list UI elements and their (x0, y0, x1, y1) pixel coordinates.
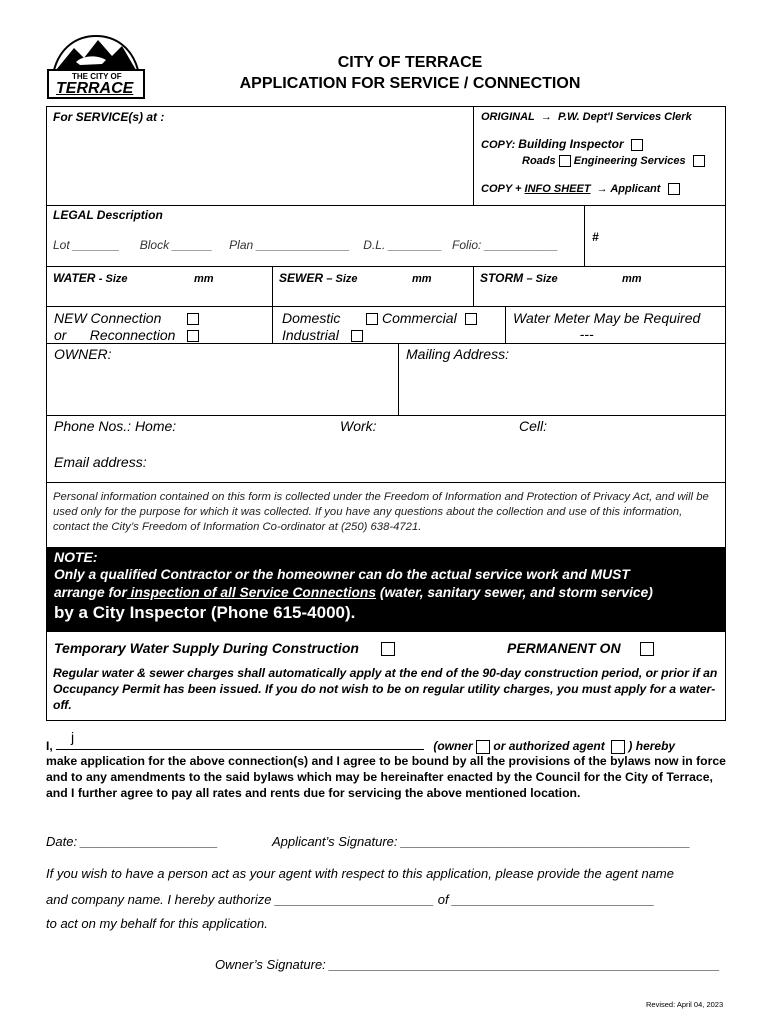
regular-charges-text: Regular water & sewer charges shall automatically apply at the end of the 90-day construction period, or prior if an Occupancy Permit has been issued. If you do not wish to be on regular utility charges, you must apply for a water-off. (53, 666, 718, 712)
note-line-2: arrange for inspection of all Service Connections (water, sanitary sewer, and storm service) (54, 585, 653, 600)
note-banner (46, 547, 726, 632)
arrow-right-icon: → (596, 183, 608, 195)
owner-section (46, 343, 726, 416)
note-line-3: by a City Inspector (Phone 615-4000). (54, 603, 356, 622)
privacy-text: Personal information contained on this form is collected under the Freedom of Information and Protection of Privacy Act, and will be used only for the purpose for which it was collected. If you have any questions about the collection and use of this information, contact the City’s Freedom of Information Co-ordinator at (250) 638-4721. (53, 491, 709, 533)
service-label: For SERVICE(s) at : (53, 110, 165, 124)
title-line-1: CITY OF TERRACE (337, 54, 483, 71)
temporary-water: Temporary Water Supply During Construction (54, 640, 395, 656)
engineering-checkbox[interactable] (693, 155, 705, 167)
agent-text-3: to act on my behalf for this application. (46, 916, 268, 931)
agreement-line: I, j (owner or authorized agent ) hereby (46, 729, 676, 753)
reconnection: or Reconnection (54, 327, 199, 343)
copy-building: COPY: Building Inspector (481, 137, 643, 151)
applicant-checkbox[interactable] (668, 183, 680, 195)
note-title: NOTE: (54, 549, 98, 565)
industrial-checkbox[interactable] (351, 330, 363, 342)
roads-checkbox[interactable] (559, 155, 571, 167)
water-mm: mm (194, 273, 214, 285)
email-label: Email address: (54, 454, 147, 470)
storm-size-label: STORM – Size (480, 271, 558, 285)
phone-cell-label: Cell: (519, 418, 548, 434)
permanent-on-checkbox[interactable] (640, 642, 654, 656)
phone-home-label: Phone Nos.: Home: (54, 418, 177, 434)
cursor-mark: j (71, 729, 75, 745)
original-routing: ORIGINAL → P.W. Dept'l Services Clerk (481, 111, 692, 123)
sewer-size-label: SEWER – Size (279, 271, 358, 285)
agent-text-1: If you wish to have a person act as your agent with respect to this application, please provide the agent name (46, 866, 674, 881)
agreement-body: make application for the above connection(s) and I agree to be bound by all the provisions of the bylaws now in force and to any amendments to the said bylaws which may be hereinafter enacted by the Council for the City of Terrace, and I further agree to pay all rates and rents due for servicing the above mentioned location. (46, 754, 726, 800)
building-inspector-checkbox[interactable] (631, 139, 643, 151)
owner-signature-field[interactable]: Owner’s Signature: ______________________________________________________ (215, 957, 720, 972)
copy-applicant: COPY + INFO SHEET → Applicant (481, 183, 680, 195)
logo-text-top: THE CITY OF (72, 72, 122, 81)
phone-work-label: Work: (340, 418, 377, 434)
arrow-right-icon: → (540, 111, 552, 123)
mailing-address-label: Mailing Address: (406, 346, 509, 362)
industrial: Industrial (282, 327, 363, 343)
legal-hash: # (592, 230, 599, 244)
authorized-agent-checkbox[interactable] (611, 740, 625, 754)
note-line-1: Only a qualified Contractor or the homeowner can do the actual service work and MUST (54, 567, 630, 582)
new-connection: NEW Connection (54, 310, 199, 326)
commercial: Commercial (382, 310, 477, 326)
title-line-2: APPLICATION FOR SERVICE / CONNECTION (239, 75, 581, 92)
permanent-on: PERMANENT ON (507, 640, 654, 656)
owner-checkbox[interactable] (476, 740, 490, 754)
domestic-checkbox[interactable] (366, 313, 378, 325)
applicant-signature-field[interactable]: Applicant’s Signature: ________________________________________ (272, 834, 691, 849)
logo-text-main: TERRACE (56, 80, 134, 97)
temporary-water-checkbox[interactable] (381, 642, 395, 656)
city-logo (46, 30, 146, 100)
storm-mm: mm (622, 273, 642, 285)
date-field[interactable]: Date: ___________________ (46, 834, 219, 849)
copy-roads: Roads Engineering Services (522, 155, 705, 167)
commercial-checkbox[interactable] (465, 313, 477, 325)
domestic: Domestic (282, 310, 378, 326)
owner-label: OWNER: (54, 346, 112, 362)
page-title (160, 52, 660, 94)
water-meter-note: Water Meter May be Required --- (513, 310, 701, 342)
new-connection-checkbox[interactable] (187, 313, 199, 325)
reconnection-checkbox[interactable] (187, 330, 199, 342)
water-size-label: WATER - Size (53, 271, 128, 285)
agent-text-2[interactable]: and company name. I hereby authorize ______________________ of ____________________________ (46, 892, 655, 907)
sewer-mm: mm (412, 273, 432, 285)
legal-title: LEGAL Description (53, 208, 163, 222)
legal-fields: Lot _______ Block ______ Plan ______________ D.L. ________ Folio: ___________ (53, 238, 559, 252)
revision-date: Revised: April 04, 2023 (646, 1000, 724, 1009)
